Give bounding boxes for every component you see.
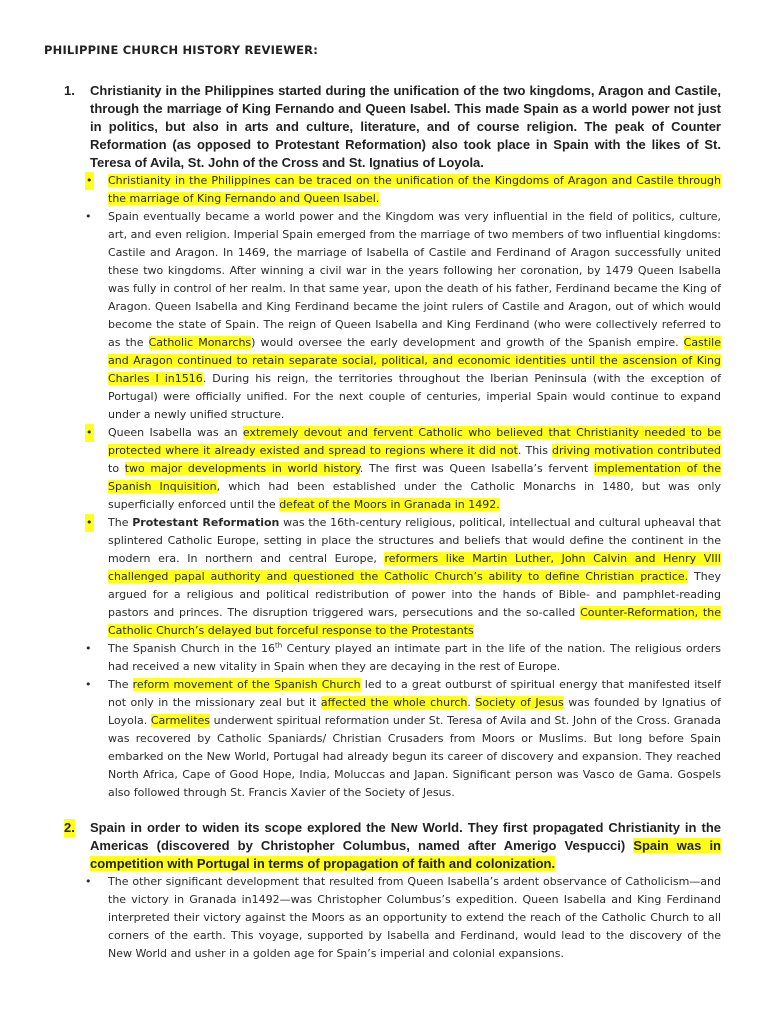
section-1 [64, 82, 721, 802]
bullet-list [85, 172, 721, 802]
highlighted-text: two major developments in world history [124, 462, 360, 475]
highlighted-text: Carmelites [150, 714, 211, 727]
superscript-text: th [275, 641, 283, 650]
text-run: The Spanish Church in the 16 [108, 642, 276, 655]
text-run: was founded by Ignatius of Loyola. [108, 696, 721, 727]
highlighted-text: implementation of the Spanish Inquisition [108, 462, 721, 493]
bold-text: Protestant Reformation [132, 516, 280, 529]
bullet-item [86, 172, 721, 208]
bullet-item [86, 514, 721, 640]
bullet-item [86, 424, 721, 514]
text-run: The [108, 678, 133, 691]
bullet-icon: • [85, 642, 92, 655]
text-run: , which had been established under the Catholic Monarchs in 1480, but was only superficially enforced until the [108, 480, 721, 511]
highlighted-text: driving motivation contributed [552, 444, 721, 457]
text-run: was the 16th-century religious, political, intellectual and cultural upheaval that splintered Catholic Europe, setting in place the structures and beliefs that would define the continent in the modern era. In northern and central Europe, [108, 516, 721, 565]
highlighted-text: Society of Jesus [475, 696, 564, 709]
bullet-list [85, 873, 721, 963]
text-run: led to a great outburst of spiritual energy that manifested itself not only in the missionary zeal but it [108, 678, 721, 709]
section-2 [64, 819, 721, 963]
text-run: underwent spiritual reformation under St. Teresa of Avila and St. John of the Cross. Granada was recovered by Catholic Spaniards/ Christian Crusaders from Moors or Muslims. But long before Spain embarked on the New World, Portugal had already begun its career of discovery and expansion. They reached North Africa, Cape of Good Hope, India, Moluccas and Japan. Significant person was Vasco de Gama. Gospels also followed through St. Francis Xavier of the Society of Jesus. [108, 714, 721, 799]
text-run: Spain in order to widen its scope explored the New World. They first propagated Christianity in the Americas (discovered by Christopher Columbus, named after Amerigo Vespucci) [90, 820, 721, 853]
highlighted-text: affected the whole church [320, 696, 468, 709]
bullet-icon: • [85, 210, 92, 223]
highlighted-text: Counter-Reformation, the Catholic Church’s delayed but forceful response to the Protestants [108, 606, 721, 637]
text-run: . [467, 696, 476, 709]
text-run: to [108, 462, 125, 475]
text-run: Queen Isabella was an [108, 426, 243, 439]
document-title: PHILIPPINE CHURCH HISTORY REVIEWER: [44, 43, 318, 57]
highlighted-text: reform movement of the Spanish Church [132, 678, 361, 691]
section-heading [90, 819, 721, 873]
bullet-item [85, 640, 721, 676]
text-run: . During his reign, the territories throughout the Iberian Peninsula (with the exception of Portugal) were officially unified. For the next couple of centuries, imperial Spain would continue to expand under a newly unified structure. [108, 372, 721, 421]
text-run: Century played an intimate part in the life of the nation. The religious orders had received a new vitality in Spain when they are decaying in the rest of Europe. [108, 642, 721, 673]
bullet-item [85, 208, 721, 424]
highlighted-text: Castile and Aragon continued to retain separate social, political, and economic identities until the ascension of King Charles I in1516 [108, 336, 721, 385]
bullet-icon: • [85, 172, 94, 190]
highlighted-text: Catholic Monarchs [148, 336, 252, 349]
text-run: ) would oversee the early development and growth of the Spanish empire. [251, 336, 684, 349]
text-run: The [108, 516, 133, 529]
highlighted-text: reformers like Martin Luther, John Calvin and Henry VIII challenged papal authority and questioned the Catholic Church’s ability to define Christian practice. [108, 552, 721, 583]
section-number: 2. [64, 820, 75, 835]
highlighted-text: Spain was in competition with Portugal in terms of propagation of faith and colonization. [90, 838, 722, 871]
highlighted-text: extremely devout and fervent Catholic who believed that Christianity needed to be protected where it already existed and spread to regions where it did not [108, 426, 721, 457]
section-number: 1. [64, 83, 75, 98]
section-heading: Christianity in the Philippines started during the unification of the two kingdoms, Aragon and Castile, through the marriage of King Fernando and Queen Isabel. This made Spain as a world power not just in politics, but also in arts and culture, literature, and of course religion. The peak of Counter Reformation (as opposed to Protestant Reformation) also took place in Spain with the likes of St. Teresa of Avila, St. John of the Cross and St. Ignatius of Loyola. [90, 83, 721, 170]
bullet-item [85, 873, 721, 963]
text-run: Spain eventually became a world power and the Kingdom was very influential in the field of politics, culture, art, and even religion. Imperial Spain emerged from the marriage of two members of two influential kingdoms: Castile and Aragon. In 1469, the marriage of Isabella of Castile and Ferdinand of Aragon successfully united these two kingdoms. After winning a civil war in the years following her coronation, by 1479 Queen Isabella was fully in control of her realm. In that same year, upon the death of his father, Ferdinand became the King of Aragon. Queen Isabella and King Ferdinand became the joint rulers of Castile and Aragon, out of which would become the state of Spain. The reign of Queen Isabella and King Ferdinand (who were collectively referred to as the [108, 210, 721, 349]
text-run: . This [517, 444, 553, 457]
bullet-icon: • [85, 424, 94, 442]
bullet-icon: • [85, 514, 94, 532]
text-run: The other significant development that resulted from Queen Isabella’s ardent observance of Catholicism—and the victory in Granada in1492—was Christopher Columbus’s expedition. Queen Isabella and King Ferdinand interpreted their victory against the Moors as an opportunity to extend the reach of the Catholic Church to all corners of the earth. This voyage, supported by Isabella and Ferdinand, would lead to the discovery of the New World and usher in a golden age for Spain’s imperial and colonial expansions. [108, 875, 721, 960]
text-run: . The first was Queen Isabella’s fervent [359, 462, 594, 475]
highlighted-text: defeat of the Moors in Granada in 1492. [279, 498, 500, 511]
bullet-icon: • [85, 875, 92, 888]
bullet-item [85, 676, 721, 802]
highlighted-text: Christianity in the Philippines can be traced on the unification of the Kingdoms of Aragon and Castile through the marriage of King Fernando and Queen Isabel. [108, 174, 721, 205]
bullet-icon: • [85, 678, 92, 691]
text-run: They argued for a religious and political redistribution of power into the hands of Bible- and pamphlet-reading pastors and princes. The disruption triggered wars, persecutions and the so-called [108, 570, 721, 619]
